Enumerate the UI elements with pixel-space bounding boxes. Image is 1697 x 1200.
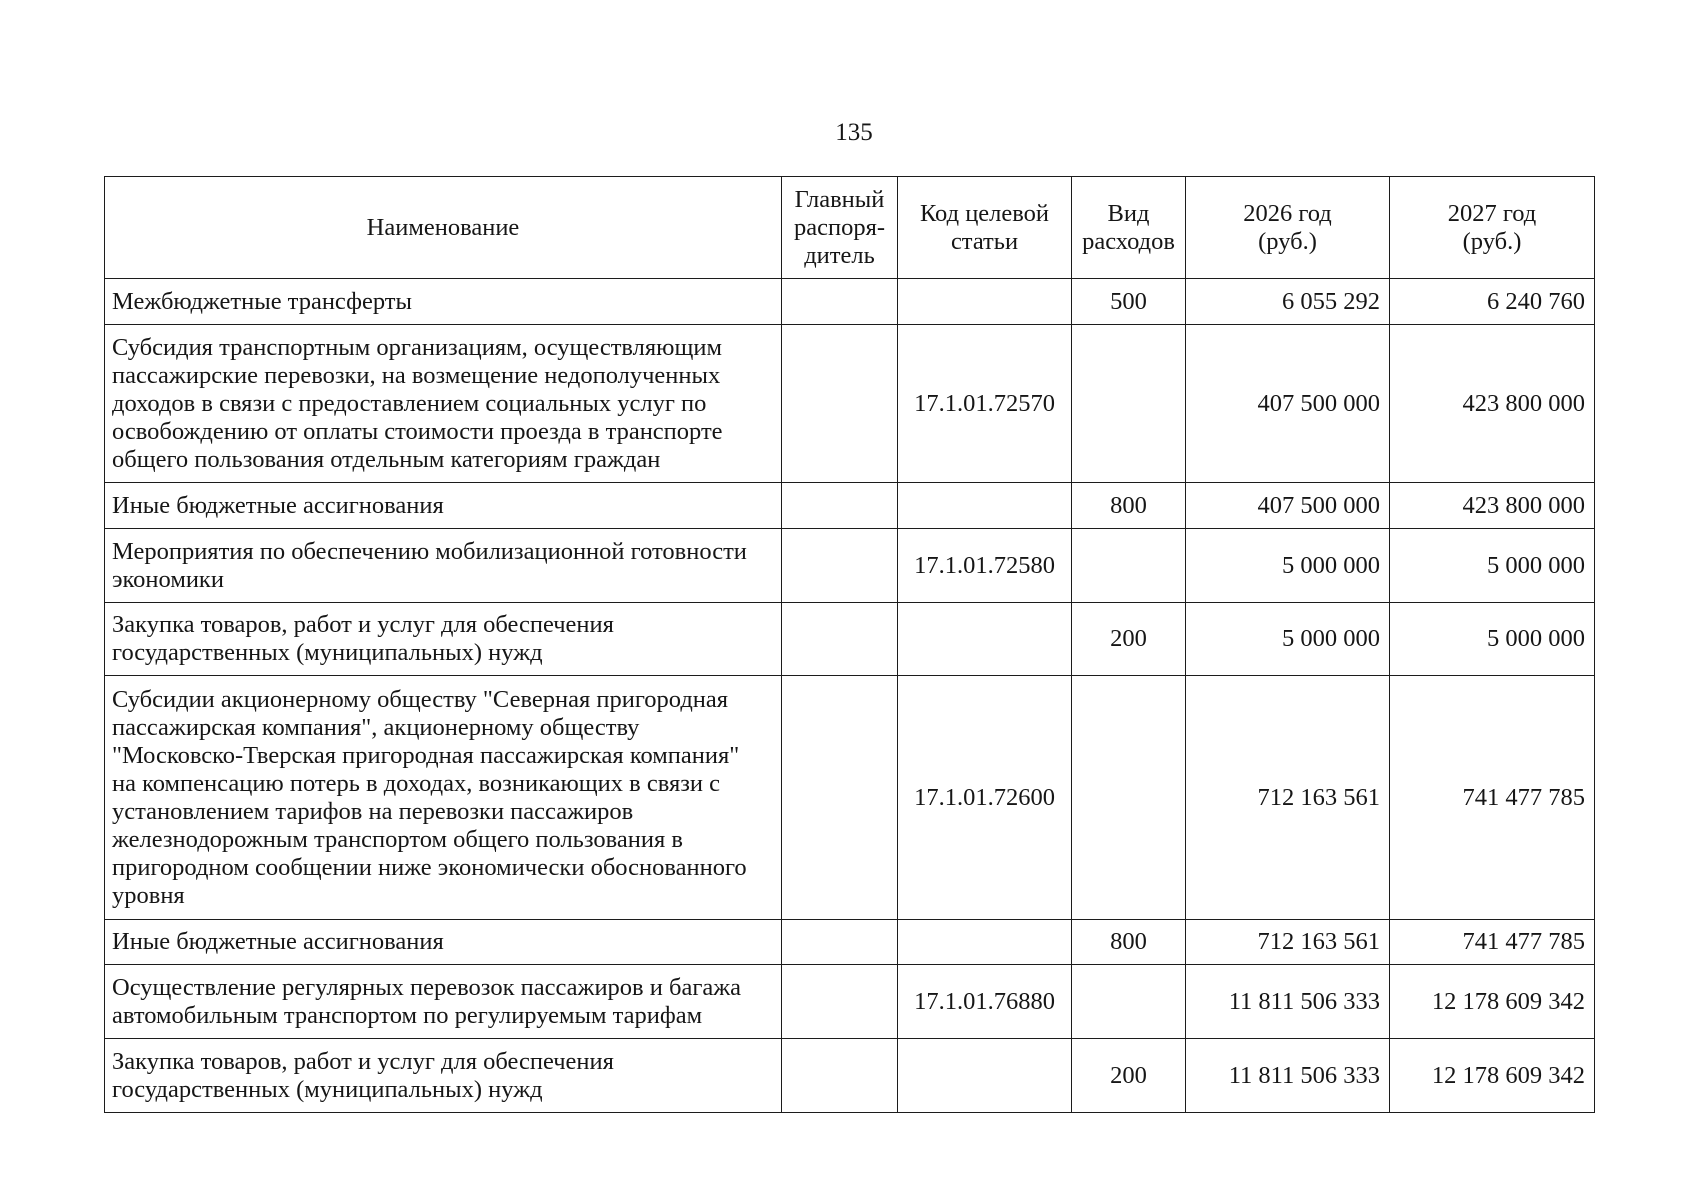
header-chief-manager: Главный распоря- дитель	[782, 177, 898, 279]
cell-amount-2027: 741 477 785	[1390, 920, 1595, 965]
table-row	[105, 529, 1595, 603]
cell-name: Закупка товаров, работ и услуг для обеспечения государственных (муниципальных) нужд	[105, 603, 782, 676]
cell-target-code	[898, 279, 1072, 325]
cell-amount-2026: 5 000 000	[1186, 529, 1390, 603]
cell-expense-type: 200	[1072, 603, 1186, 676]
table-row	[105, 1039, 1595, 1113]
header-target-code: Код целевой статьи	[898, 177, 1072, 279]
cell-name: Иные бюджетные ассигнования	[105, 920, 782, 965]
table-row	[105, 965, 1595, 1039]
cell-name: Мероприятия по обеспечению мобилизационной готовности экономики	[105, 529, 782, 603]
cell-amount-2027: 5 000 000	[1390, 603, 1595, 676]
cell-target-code	[898, 483, 1072, 529]
cell-expense-type	[1072, 529, 1186, 603]
cell-name: Закупка товаров, работ и услуг для обеспечения государственных (муниципальных) нужд	[105, 1039, 782, 1113]
cell-expense-type	[1072, 325, 1186, 483]
cell-amount-2027: 423 800 000	[1390, 325, 1595, 483]
cell-amount-2026: 407 500 000	[1186, 483, 1390, 529]
cell-amount-2026: 11 811 506 333	[1186, 1039, 1390, 1113]
cell-chief-manager	[782, 529, 898, 603]
cell-name: Субсидия транспортным организациям, осуществляющим пассажирские перевозки, на возмещение недополученных доходов в связи с предоставлением социальных услуг по освобождению от оплаты стоимости проезда в транспорте общего пользования отдельным категориям граждан	[105, 325, 782, 483]
cell-amount-2026: 712 163 561	[1186, 920, 1390, 965]
cell-expense-type: 800	[1072, 483, 1186, 529]
cell-chief-manager	[782, 483, 898, 529]
cell-chief-manager	[782, 325, 898, 483]
cell-expense-type: 800	[1072, 920, 1186, 965]
cell-amount-2027: 12 178 609 342	[1390, 1039, 1595, 1113]
cell-target-code: 17.1.01.72580	[898, 529, 1072, 603]
cell-name: Межбюджетные трансферты	[105, 279, 782, 325]
table-header-row	[105, 177, 1595, 279]
cell-expense-type	[1072, 965, 1186, 1039]
cell-amount-2027: 12 178 609 342	[1390, 965, 1595, 1039]
cell-amount-2027: 5 000 000	[1390, 529, 1595, 603]
cell-amount-2026: 6 055 292	[1186, 279, 1390, 325]
cell-amount-2026: 712 163 561	[1186, 676, 1390, 920]
header-expense-type: Вид расходов	[1072, 177, 1186, 279]
cell-expense-type: 200	[1072, 1039, 1186, 1113]
cell-amount-2026: 407 500 000	[1186, 325, 1390, 483]
header-amount-2026: 2026 год (руб.)	[1186, 177, 1390, 279]
cell-target-code	[898, 1039, 1072, 1113]
cell-amount-2026: 11 811 506 333	[1186, 965, 1390, 1039]
cell-amount-2027: 423 800 000	[1390, 483, 1595, 529]
header-amount-2027: 2027 год (руб.)	[1390, 177, 1595, 279]
cell-name: Субсидии акционерному обществу "Северная пригородная пассажирская компания", акционерному обществу "Московско-Тверская пригородная пассажирская компания" на компенсацию потерь в доходах, возникающих в связи с установлением тарифов на перевозки пассажиров железнодорожным транспортом общего пользования в пригородном сообщении ниже экономически обоснованного уровня	[105, 676, 782, 920]
cell-chief-manager	[782, 920, 898, 965]
budget-table	[104, 176, 1595, 1113]
table-row	[105, 279, 1595, 325]
table-row	[105, 676, 1595, 920]
cell-amount-2027: 741 477 785	[1390, 676, 1595, 920]
cell-target-code: 17.1.01.72600	[898, 676, 1072, 920]
cell-expense-type: 500	[1072, 279, 1186, 325]
cell-target-code	[898, 920, 1072, 965]
page-number: 135	[835, 119, 873, 146]
table-row	[105, 325, 1595, 483]
cell-chief-manager	[782, 279, 898, 325]
cell-target-code	[898, 603, 1072, 676]
cell-amount-2026: 5 000 000	[1186, 603, 1390, 676]
table-row	[105, 483, 1595, 529]
cell-name: Иные бюджетные ассигнования	[105, 483, 782, 529]
table-row	[105, 920, 1595, 965]
table-row	[105, 603, 1595, 676]
cell-amount-2027: 6 240 760	[1390, 279, 1595, 325]
cell-chief-manager	[782, 965, 898, 1039]
cell-expense-type	[1072, 676, 1186, 920]
cell-chief-manager	[782, 676, 898, 920]
cell-target-code: 17.1.01.76880	[898, 965, 1072, 1039]
header-name: Наименование	[105, 177, 782, 279]
cell-target-code: 17.1.01.72570	[898, 325, 1072, 483]
cell-chief-manager	[782, 603, 898, 676]
cell-name: Осуществление регулярных перевозок пассажиров и багажа автомобильным транспортом по регулируемым тарифам	[105, 965, 782, 1039]
cell-chief-manager	[782, 1039, 898, 1113]
